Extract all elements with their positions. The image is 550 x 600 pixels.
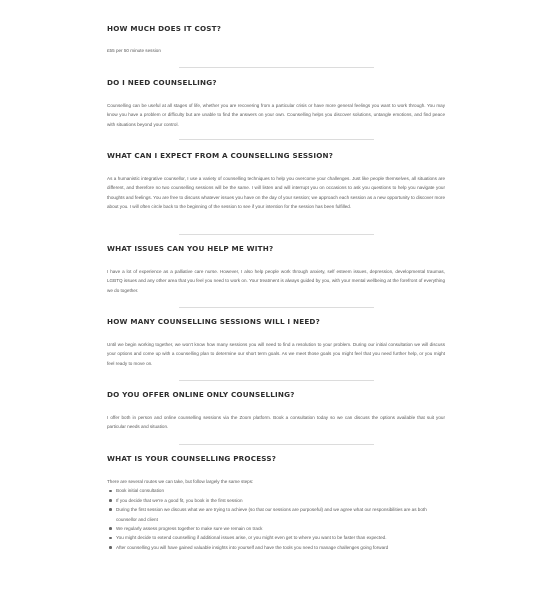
faq-item-issues bbox=[107, 244, 445, 295]
faq-question: WHAT ISSUES CAN YOU HELP ME WITH? bbox=[107, 244, 274, 253]
faq-question: WHAT IS YOUR COUNSELLING PROCESS? bbox=[107, 454, 277, 463]
faq-item-expect bbox=[107, 151, 445, 211]
faq-question: HOW MUCH DOES IT COST? bbox=[107, 24, 222, 33]
faq-item-sessions bbox=[107, 317, 445, 368]
section-divider bbox=[107, 67, 445, 68]
section-divider bbox=[107, 139, 445, 140]
section-divider bbox=[107, 307, 445, 308]
process-steps-list bbox=[107, 486, 445, 552]
faq-answer: I have a lot of experience as a palliative care nurse. However, I also help people work through anxiety, self esteem issues, depression, developmental traumas, LGBTQ issues and any other area that you feel you need to work on. Your treatment is always guided by you, with your mental wellbeing at the forefront of everything we do together. bbox=[107, 269, 445, 293]
section-divider bbox=[107, 234, 445, 235]
faq-answer: Counselling can be useful at all stages of life, whether you are recovering from a particular crisis or have more general feelings you want to work through. You may know you have a problem or difficulty but are unable to find the answers on your own. Counselling helps you discover solutions, untangle emotions, and find peace with situations beyond your control. bbox=[107, 103, 445, 127]
faq-answer: Until we begin working together, we won't know how many sessions you will need to find a resolution to your problem. During our initial consultation we will discuss your options and come up with a counselling plan to determine our short term goals. As we meet those goals you might feel that you need further help, or you might feel ready to move on. bbox=[107, 342, 445, 366]
faq-question: HOW MANY COUNSELLING SESSIONS WILL I NEED? bbox=[107, 317, 320, 326]
list-item: Book initial consultation bbox=[107, 486, 445, 495]
section-divider bbox=[107, 444, 445, 445]
faq-question: DO I NEED COUNSELLING? bbox=[107, 78, 217, 87]
list-item: During the first session we discuss what we are trying to achieve (so that our sessions are purposeful) and we agree what our responsibilities are as both counsellor and client bbox=[107, 505, 445, 524]
faq-answer: I offer both in person and online counselling sessions via the Zoom platform. Book a consultation today so we can discuss the options available that suit your particular needs and situation. bbox=[107, 415, 445, 430]
list-item: You might decide to extend counselling if additional issues arise, or you might even get to where you want to be faster than expected. bbox=[107, 533, 445, 542]
faq-answer: £55 per 50 minute session bbox=[107, 48, 161, 53]
faq-item-need bbox=[107, 78, 445, 129]
faq-question: WHAT CAN I EXPECT FROM A COUNSELLING SESSION? bbox=[107, 151, 334, 160]
faq-item-process bbox=[107, 454, 445, 552]
faq-item-online bbox=[107, 390, 445, 432]
section-divider bbox=[107, 380, 445, 381]
faq-answer: As a humanistic integrative counsellor, I use a variety of counselling techniques to help you overcome your challenges. Just like people themselves, all situations are different, and therefore no two counselling sessions will be the same. I will listen and will interrupt you on occasions to ask you questions to help you navigate your thoughts and feelings. You are free to discuss whatever issues you have on the day of your session; we approach each session as a new opportunity to discover more about you. I will often circle back to the beginning of the session to see if your intention for the session has been fulfilled. bbox=[107, 176, 445, 209]
list-item: We regularly assess progress together to make sure we remain on track bbox=[107, 524, 445, 533]
faq-answer: There are several routes we can take, but follow largely the same steps: bbox=[107, 479, 254, 484]
list-item: After counselling you will have gained valuable insights into yourself and have the tools you need to manage challenges going forward bbox=[107, 543, 445, 552]
faq-item-cost bbox=[107, 24, 445, 55]
faq-question: DO YOU OFFER ONLINE ONLY COUNSELLING? bbox=[107, 390, 295, 399]
list-item: If you decide that we're a good fit, you book in the first session bbox=[107, 496, 445, 505]
